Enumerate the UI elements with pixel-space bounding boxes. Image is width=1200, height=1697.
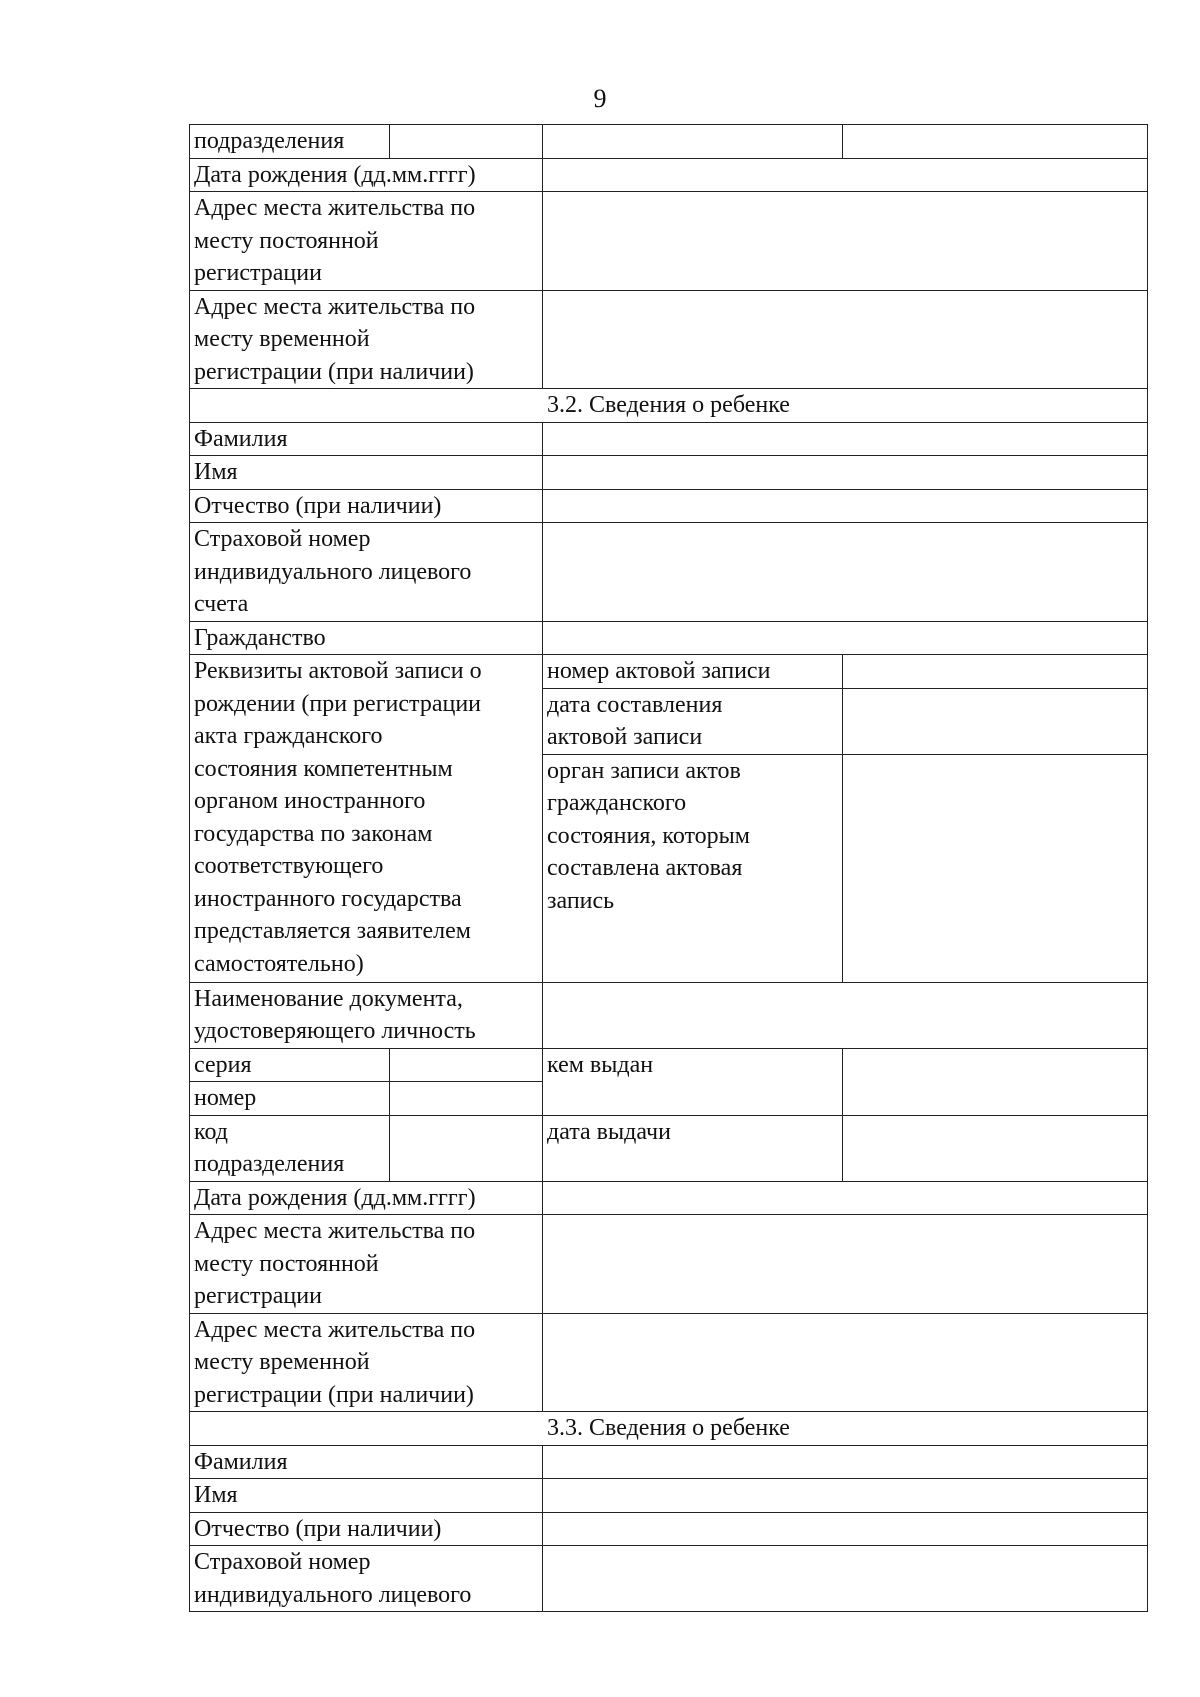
row-addr-perm-prev [190,192,1148,291]
label-patronymic-3-3: Отчество (при наличии) [190,1512,543,1546]
field-snils[interactable] [543,523,1148,622]
field-id-doc-name[interactable] [543,982,1148,1048]
row-citizenship [190,621,1148,655]
row-dob-prev [190,158,1148,192]
row-snils-3-3 [190,1546,1148,1612]
row-addr-temp [190,1313,1148,1412]
label-issue-date: дата выдачи [543,1115,843,1181]
row-surname-3-3 [190,1445,1148,1479]
field-number[interactable] [390,1082,543,1116]
application-form-table [189,124,1148,1612]
label-number: номер [190,1082,390,1116]
field-subdivision-code-prev[interactable] [390,125,543,159]
field-snils-3-3[interactable] [543,1546,1148,1612]
row-id-doc-name [190,982,1148,1048]
field-name[interactable] [543,456,1148,490]
section-title-3-3: 3.3. Сведения о ребенке [190,1412,1148,1446]
field-record-authority[interactable] [843,754,1148,982]
label-subdivision-tail: подразделения [190,125,390,159]
row-subdivision-continued [190,125,1148,159]
label-snils-3-3: Страховой номер индивидуального лицевого [190,1546,543,1612]
field-name-3-3[interactable] [543,1479,1148,1513]
field-addr-temp-prev[interactable] [543,290,1148,389]
row-birth-record-number [190,655,1148,689]
field-issue-date-label-prev [543,125,843,159]
label-series: серия [190,1048,390,1082]
label-surname-3-3: Фамилия [190,1445,543,1479]
row-series [190,1048,1148,1082]
label-snils: Страховой номер индивидуального лицевого счета [190,523,543,622]
field-record-number[interactable] [843,655,1148,689]
row-patronymic-3-3 [190,1512,1148,1546]
field-subdivision-code[interactable] [390,1115,543,1181]
row-addr-perm [190,1215,1148,1314]
row-surname [190,422,1148,456]
label-addr-temp: Адрес места жительства по месту временной регистрации (при наличии) [190,290,543,389]
field-issue-date[interactable] [843,1115,1148,1181]
label-name-3-3: Имя [190,1479,543,1513]
label-addr-perm-2: Адрес места жительства по месту постоянной регистрации [190,1215,543,1314]
row-snils [190,523,1148,622]
field-addr-perm[interactable] [543,1215,1148,1314]
row-patronymic [190,489,1148,523]
field-addr-perm-prev[interactable] [543,192,1148,291]
label-birth-record: Реквизиты актовой записи о рождении (при регистрации акта гражданского состояния компетентным органом иностранного государства по законам соответствующего иностранного государства представляется заявителем самостоятельно) [190,655,543,983]
label-addr-temp-2: Адрес места жительства по месту временной регистрации (при наличии) [190,1313,543,1412]
row-name-3-3 [190,1479,1148,1513]
field-surname-3-3[interactable] [543,1445,1148,1479]
label-dob-2: Дата рождения (дд.мм.гггг) [190,1181,543,1215]
label-name: Имя [190,456,543,490]
field-dob[interactable] [543,1181,1148,1215]
label-record-number: номер актовой записи [543,655,843,689]
section-header-3-3 [190,1412,1148,1446]
label-id-doc-name: Наименование документа, удостоверяющего личность [190,982,543,1048]
label-dob: Дата рождения (дд.мм.гггг) [190,158,543,192]
label-citizenship: Гражданство [190,621,543,655]
field-patronymic[interactable] [543,489,1148,523]
label-surname: Фамилия [190,422,543,456]
row-subdivision-code [190,1115,1148,1181]
row-addr-temp-prev [190,290,1148,389]
label-record-authority: орган записи актов гражданского состояния, которым составлена актовая запись [543,754,843,982]
field-surname[interactable] [543,422,1148,456]
field-issued-by[interactable] [843,1048,1148,1115]
field-record-date[interactable] [843,688,1148,754]
field-issue-date-prev[interactable] [843,125,1148,159]
label-issued-by: кем выдан [543,1048,843,1115]
label-subdivision-code: код подразделения [190,1115,390,1181]
section-title-3-2: 3.2. Сведения о ребенке [190,389,1148,423]
field-patronymic-3-3[interactable] [543,1512,1148,1546]
section-header-3-2 [190,389,1148,423]
field-series[interactable] [390,1048,543,1082]
field-dob-prev[interactable] [543,158,1148,192]
row-name [190,456,1148,490]
row-dob [190,1181,1148,1215]
field-addr-temp[interactable] [543,1313,1148,1412]
label-record-date: дата составления актовой записи [543,688,843,754]
page-number: 9 [593,84,607,113]
label-addr-perm: Адрес места жительства по месту постоянной регистрации [190,192,543,291]
label-patronymic: Отчество (при наличии) [190,489,543,523]
field-citizenship[interactable] [543,621,1148,655]
